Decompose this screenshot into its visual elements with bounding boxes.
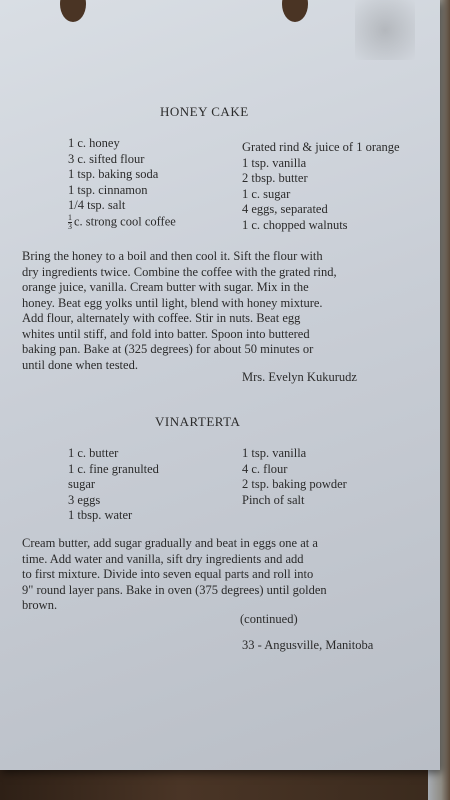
ingredient-item: 1 c. chopped walnuts (242, 217, 348, 232)
ingredient-item: Pinch of salt (242, 492, 305, 507)
ingredient-item: 3 eggs (68, 492, 101, 507)
ingredient-item: 1 tsp. vanilla (242, 155, 307, 170)
instruction-line: honey. Beat egg yolks until light, blend with honey mixture. (22, 295, 323, 310)
ingredient-item: 4 c. flour (242, 461, 288, 476)
honey-cake-author: Mrs. Evelyn Kukurudz (242, 370, 357, 384)
ingredient-item: 1 tsp. vanilla (242, 446, 307, 460)
instruction-line: orange juice, vanilla. Cream butter with sugar. Mix in the (22, 280, 309, 294)
instruction-line: baking pan. Bake at (325 degrees) for about 50 minutes or (22, 342, 314, 356)
binder-hole-left (60, 0, 86, 22)
fraction-one-third (68, 214, 72, 231)
instruction-line: time. Add water and vanilla, sift dry ingredients and add (22, 551, 304, 566)
instruction-line: Add flour, alternately with coffee. Stir in nuts. Beat egg (22, 311, 301, 325)
page-footer: 33 - Angusville, Manitoba (242, 638, 374, 652)
ingredient-item: 1/4 tsp. salt (68, 198, 126, 212)
ingredient-item: 1 c. butter (68, 446, 119, 460)
ingredient-item: 4 eggs, separated (242, 202, 328, 216)
ingredient-item: 1 tsp. cinnamon (68, 182, 148, 197)
ingredient-item: 2 tsp. baking powder (242, 477, 347, 491)
honey-cake-instructions (22, 249, 337, 373)
ingredient-item: 1 tsp. baking soda (68, 167, 159, 181)
instruction-line: 9" round layer pans. Bake in oven (375 degrees) until golden (22, 582, 327, 597)
instruction-line: whites until stiff, and fold into batter. Spoon into buttered (22, 326, 310, 341)
ingredient-coffee-text: c. strong cool coffee (74, 213, 176, 228)
instruction-line: brown. (22, 598, 58, 612)
ingredient-item: 1 c. honey (68, 136, 120, 150)
honey-cake-ingredients-right (242, 140, 400, 233)
vinarterta-ingredients-left (68, 446, 159, 524)
ingredient-item: Grated rind & juice of 1 orange (242, 140, 400, 154)
instruction-line: to first mixture. Divide into seven equal parts and roll into (22, 567, 314, 581)
ingredient-item-coffee (68, 214, 176, 230)
instruction-line: Bring the honey to a boil and then cool it. Sift the flour with (22, 249, 323, 263)
ingredient-item: 1 tbsp. water (68, 508, 133, 522)
honey-cake-ingredients-left (68, 136, 176, 229)
instruction-line: Cream butter, add sugar gradually and beat in eggs one at a (22, 536, 318, 550)
instruction-line: dry ingredients twice. Combine the coffee with the grated rind, (22, 264, 337, 279)
vinarterta-instructions (22, 536, 327, 614)
binder-hole-right (282, 0, 308, 22)
page-smudge (355, 0, 415, 60)
instruction-line: until done when tested. (22, 357, 138, 372)
fraction-numerator: 1 (68, 212, 72, 222)
ingredient-item: sugar (68, 477, 96, 491)
fraction-denominator: 3 (68, 221, 72, 231)
ingredient-item: 1 c. fine granulted (68, 461, 159, 476)
ingredient-item: 2 tbsp. butter (242, 171, 308, 185)
continued-note: (continued) (240, 612, 298, 626)
vinarterta-ingredients-right (242, 446, 347, 508)
recipe-title-vinarterta: VINARTERTA (155, 414, 241, 429)
ingredient-item: 1 c. sugar (242, 186, 291, 201)
recipe-title-honey-cake: HONEY CAKE (160, 104, 249, 119)
ingredient-item: 3 c. sifted flour (68, 151, 145, 166)
